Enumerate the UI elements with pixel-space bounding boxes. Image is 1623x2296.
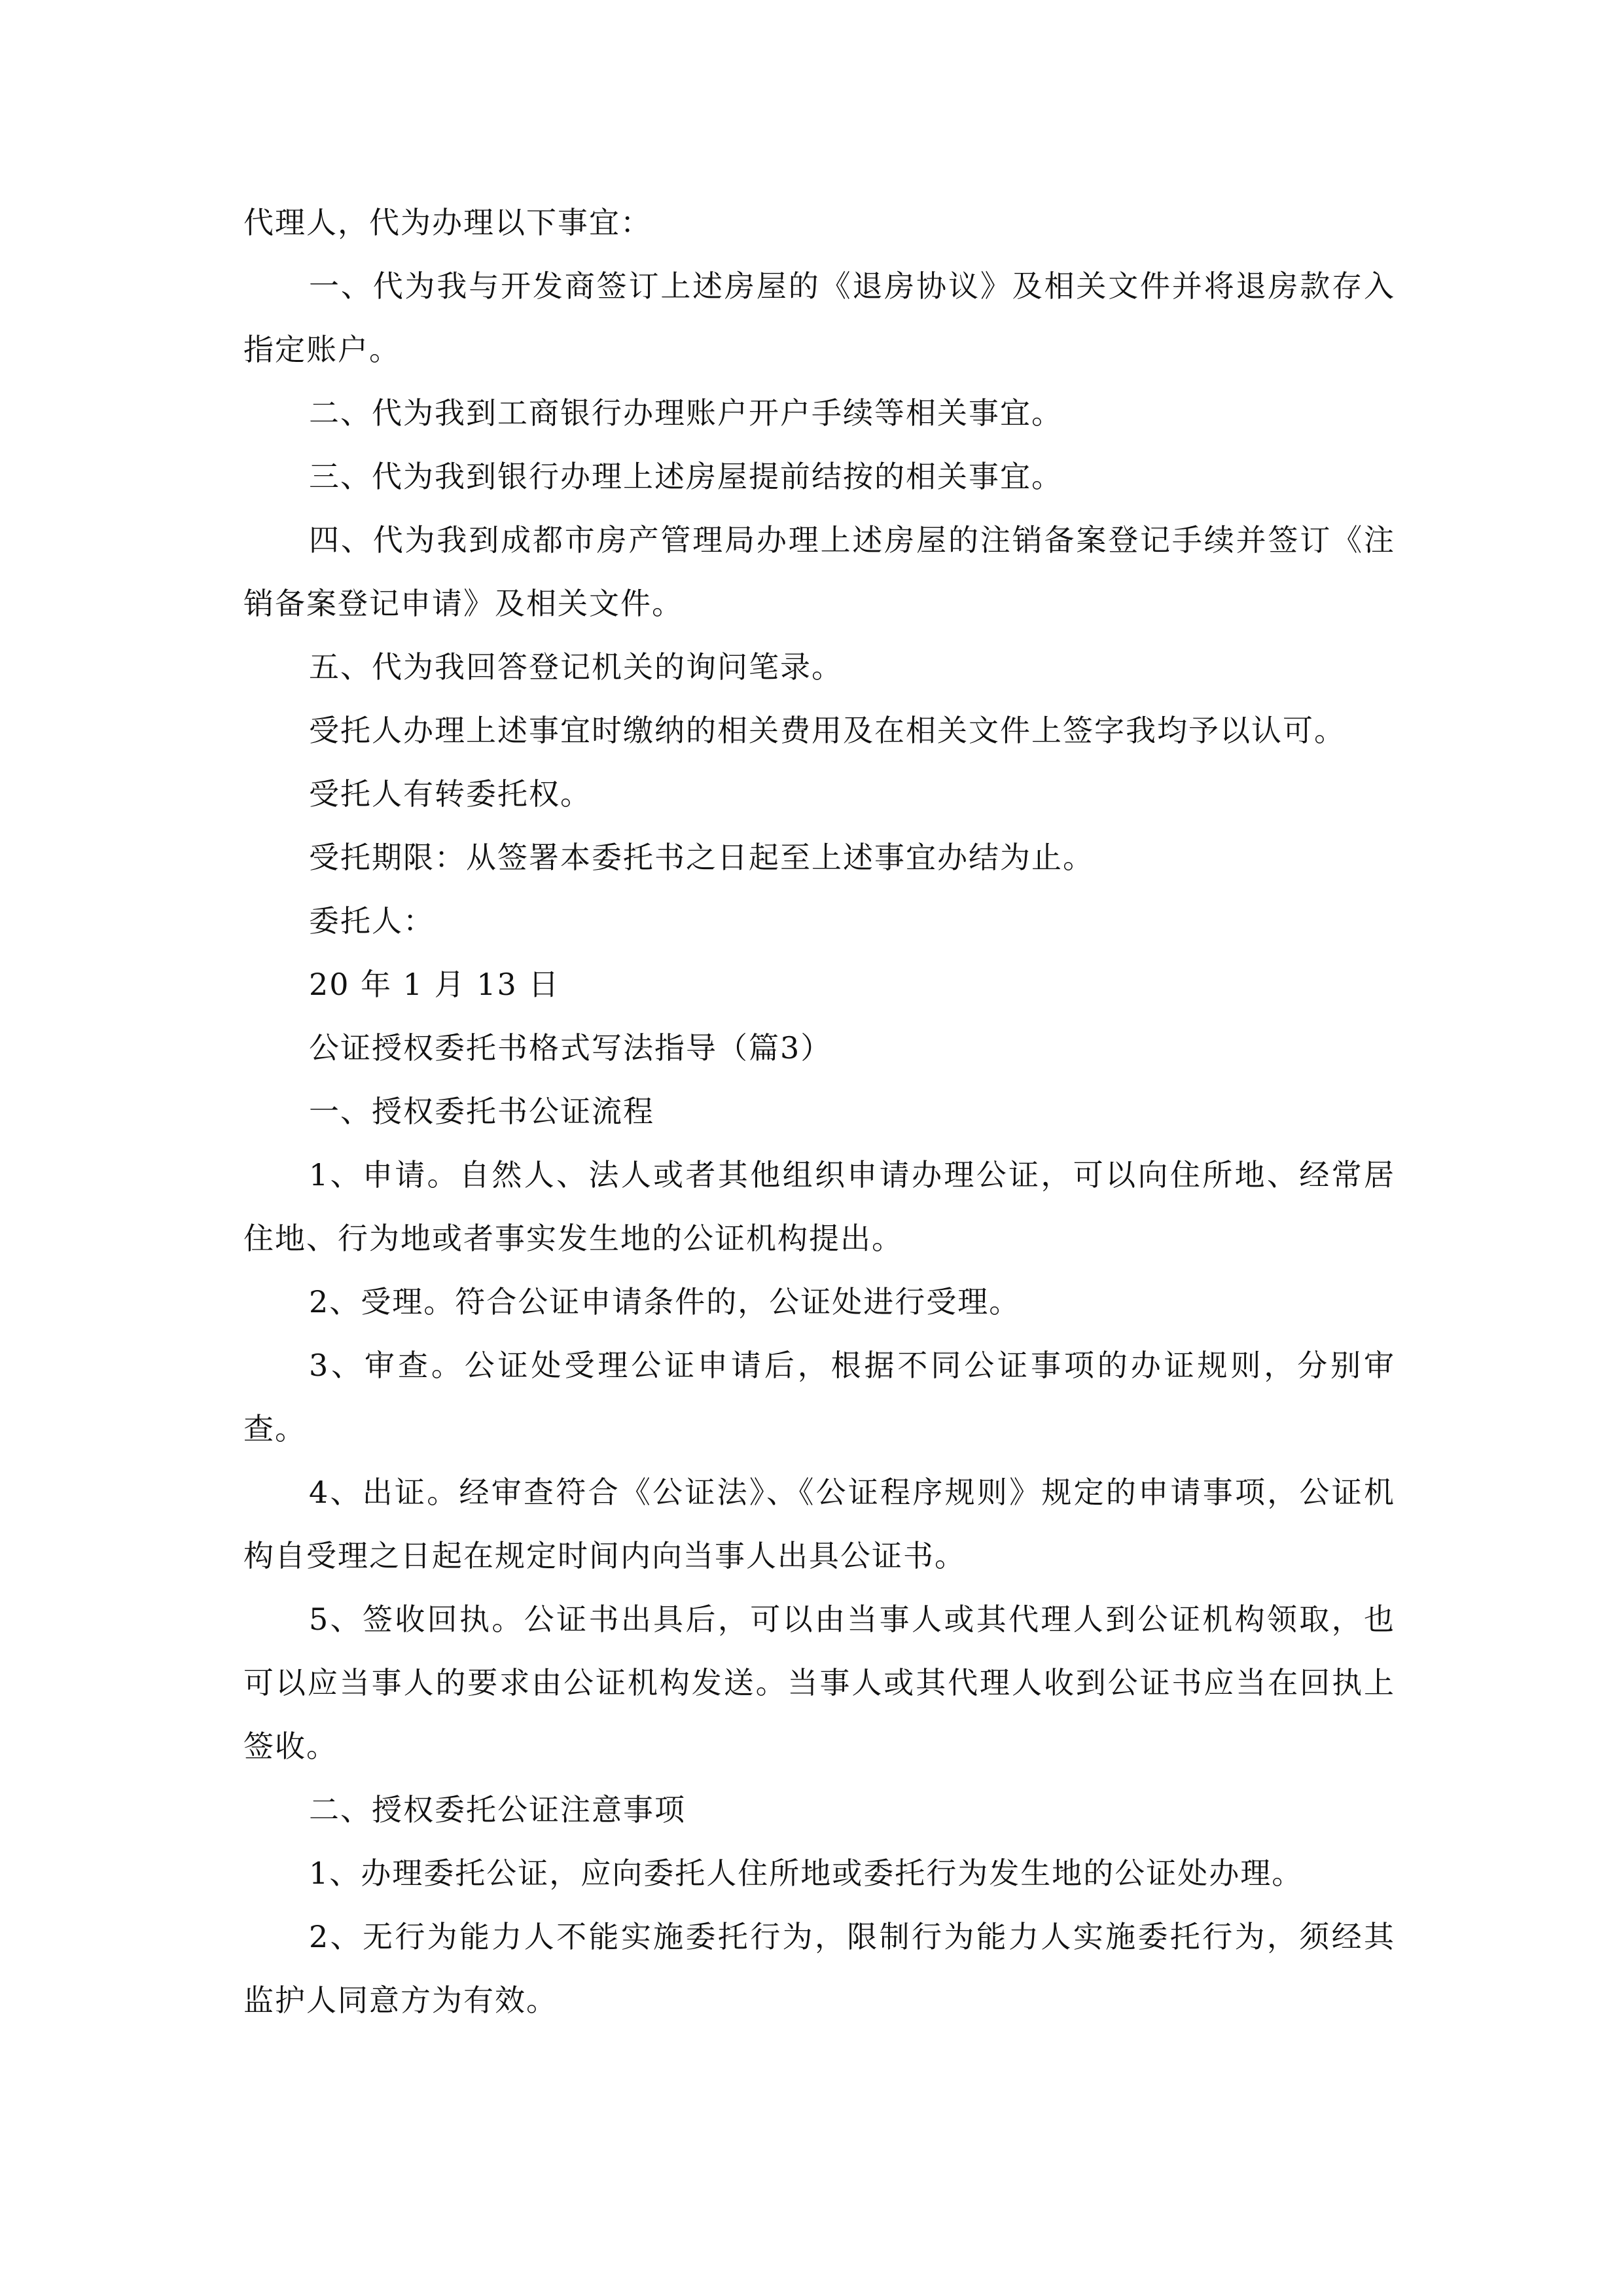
paragraph-subdelegation: 受托人有转委托权。 [309,776,592,812]
heading-notes: 二、授权委托公证注意事项 [309,1792,686,1827]
paragraph-step-2: 2、受理。符合公证申请条件的，公证处进行受理。 [309,1284,1021,1319]
paragraph-item-4: 四、代为我到成都市房产管理局办理上述房屋的注销备案登记手续并签订《注销备案登记申请》及相关文件。 [243,522,1395,621]
paragraph-item-5: 五、代为我回答登记机关的询问笔录。 [309,649,843,685]
paragraph-step-5: 5、签收回执。公证书出具后，可以由当事人或其代理人到公证机构领取，也可以应当事人的要求由公证机构发送。当事人或其代理人收到公证书应当在回执上签收。 [243,1602,1395,1764]
paragraph-step-3: 3、审查。公证处受理公证申请后，根据不同公证事项的办证规则，分别审查。 [243,1348,1395,1446]
paragraph-agent-intro: 代理人，代为办理以下事宜： [243,205,652,240]
heading-process: 一、授权委托书公证流程 [309,1094,654,1129]
paragraph-date: 20 年 1 月 13 日 [309,967,560,1002]
paragraph-step-1: 1、申请。自然人、法人或者其他组织申请办理公证，可以向住所地、经常居住地、行为地或者事实发生地的公证机构提出。 [243,1157,1395,1256]
paragraph-fees: 受托人办理上述事宜时缴纳的相关费用及在相关文件上签字我均予以认可。 [309,713,1346,748]
section-title: 公证授权委托书格式写法指导（篇3） [309,1030,832,1066]
paragraph-note-1: 1、办理委托公证，应向委托人住所地或委托行为发生地的公证处办理。 [309,1856,1304,1891]
paragraph-principal: 委托人： [309,903,435,939]
paragraph-term: 受托期限：从签署本委托书之日起至上述事宜办结为止。 [309,840,1094,875]
document-body [243,191,1395,2032]
paragraph-item-3: 三、代为我到银行办理上述房屋提前结按的相关事宜。 [309,459,1063,494]
paragraph-item-2: 二、代为我到工商银行办理账户开户手续等相关事宜。 [309,395,1063,431]
paragraph-step-4: 4、出证。经审查符合《公证法》、《公证程序规则》规定的申请事项，公证机构自受理之日起在规定时间内向当事人出具公证书。 [243,1475,1395,1573]
paragraph-item-1: 一、代为我与开发商签订上述房屋的《退房协议》及相关文件并将退房款存入指定账户。 [243,268,1395,367]
paragraph-note-2: 2、无行为能力人不能实施委托行为，限制行为能力人实施委托行为，须经其监护人同意方为有效。 [243,1919,1395,2018]
